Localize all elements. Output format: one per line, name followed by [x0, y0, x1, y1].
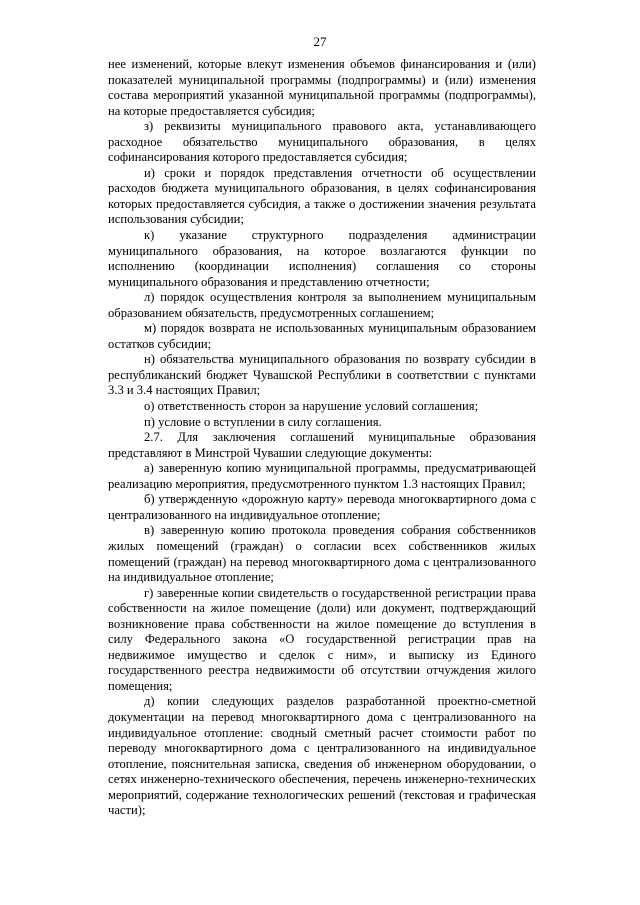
paragraph-item-i: и) сроки и порядок представления отчетности об осуществлении расходов бюджета муниципального образования, в целях софинансирования которых предоставляется субсидия, а также о достижении значения результата использования субсидии; [108, 165, 536, 227]
paragraph-item-z: з) реквизиты муниципального правового акта, устанавливающего расходное обязательство муниципального образования, в целях софинансирования которого предоставляется субсидия; [108, 119, 536, 165]
paragraph-item-b: б) утвержденную «дорожную карту» перевода многоквартирного дома с централизованного на индивидуальное отопление; [108, 492, 536, 522]
document-body [108, 57, 536, 819]
paragraph-item-m: м) порядок возврата не использованных муниципальным образованием остатков субсидии; [108, 321, 536, 351]
paragraph-item-p: п) условие о вступлении в силу соглашения. [144, 414, 382, 429]
paragraph-item-v: в) заверенную копию протокола проведения собрания собственников жилых помещений (граждан) о согласии всех собственников жилых помещений (граждан) на перевод многоквартирного дома с централизованного на индивидуальное отопление; [108, 523, 536, 585]
paragraph-item-g: г) заверенные копии свидетельств о государственной регистрации права собственности на жилое помещение (доли) или документ, подтверждающий возникновение права собственности на жилое помещение до вступления в силу Федерального закона «О государственной регистрации прав на недвижимое имущество и сделок с ним», и выписку из Единого государственного реестра недвижимости об отсутствии отчуждения жилого помещения; [108, 585, 536, 693]
paragraph-item-k: к) указание структурного подразделения администрации муниципального образования, на которое возлагаются функции по исполнению (координации исполнения) соглашения со стороны муниципального образования и представлению отчетности; [108, 228, 536, 289]
paragraph-section-2-7: 2.7. Для заключения соглашений муниципальные образования представляют в Минстрой Чувашии следующие документы: [108, 430, 536, 460]
paragraph-item-l: л) порядок осуществления контроля за выполнением муниципальным образованием обязательств, предусмотренных соглашением; [108, 290, 536, 320]
paragraph-continuation: нее изменений, которые влекут изменения объемов финансирования и (или) показателей муниципальной программы (подпрограммы) и (или) изменения состава мероприятий указанной муниципальной программы (подпрограммы), на которые предоставляется субсидия; [108, 57, 536, 118]
paragraph-item-d: д) копии следующих разделов разработанной проектно-сметной документации на перевод многоквартирного дома с централизованного на индивидуальное отопление: сводный сметный расчет стоимости работ по переводу многоквартирного дома с централизованного на индивидуальное отопление, пояснительная записка, сведения об инженерном оборудовании, о сетях инженерно-технического обеспечения, перечень инженерно-технических мероприятий, содержание технологических решений (текстовая и графическая части); [108, 694, 536, 818]
page-number: 27 [313, 34, 327, 49]
paragraph-item-a: а) заверенную копию муниципальной программы, предусматривающей реализацию мероприятия, предусмотренного пунктом 1.3 настоящих Правил; [108, 461, 536, 491]
paragraph-item-o: о) ответственность сторон за нарушение условий соглашения; [144, 399, 479, 414]
paragraph-item-n: н) обязательства муниципального образования по возврату субсидии в республиканский бюджет Чувашской Республики в соответствии с пунктами 3.3 и 3.4 настоящих Правил; [108, 352, 536, 398]
